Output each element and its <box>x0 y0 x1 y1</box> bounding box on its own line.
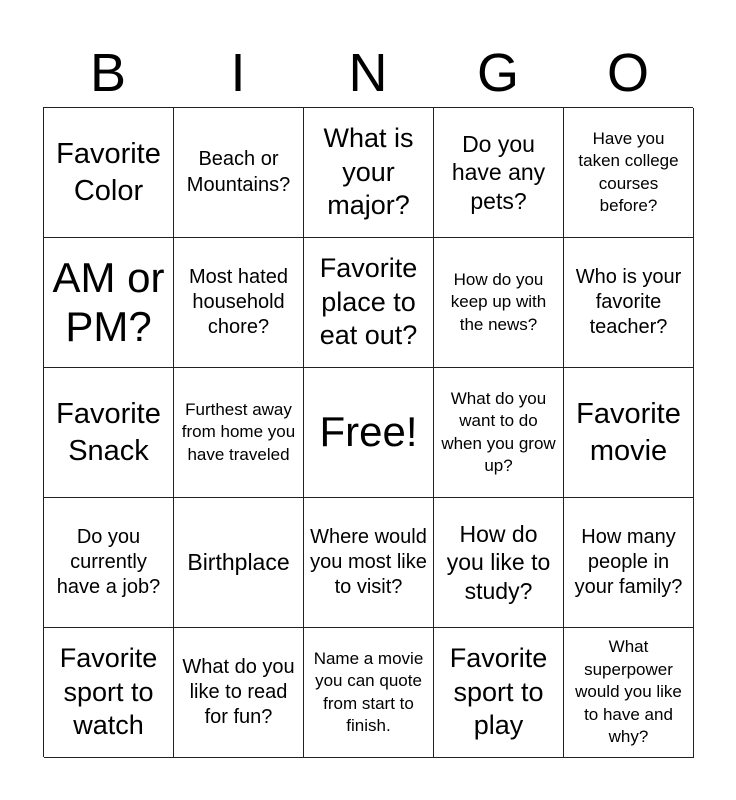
bingo-cell[interactable] <box>434 108 564 238</box>
cell-text: Most hated household chore? <box>189 265 288 339</box>
cell-text: Where would you most like to visit? <box>310 525 427 599</box>
bingo-cell[interactable] <box>564 368 694 498</box>
cell-text: Favorite movie <box>576 397 681 467</box>
header-letter-b: B <box>89 43 127 103</box>
bingo-cell[interactable] <box>174 628 304 758</box>
cell-text: Furthest away from home you have traveled <box>181 399 296 464</box>
cell-text: Do you currently have a job? <box>56 525 161 599</box>
bingo-cell[interactable] <box>44 498 174 628</box>
bingo-cell[interactable] <box>564 238 694 368</box>
bingo-cell[interactable] <box>44 628 174 758</box>
cell-text: Who is your favorite teacher? <box>575 265 682 339</box>
cell-text: AM or PM? <box>52 254 165 350</box>
bingo-cell[interactable] <box>174 238 304 368</box>
free-cell[interactable] <box>304 368 434 498</box>
cell-text: How do you keep up with the news? <box>450 269 547 334</box>
header-letter-g: G <box>476 43 519 103</box>
bingo-cell[interactable] <box>564 628 694 758</box>
bingo-cell[interactable] <box>434 498 564 628</box>
bingo-cell[interactable] <box>304 498 434 628</box>
cell-text: Favorite sport to watch <box>59 642 158 741</box>
bingo-cell[interactable] <box>44 368 174 498</box>
bingo-cell[interactable] <box>564 498 694 628</box>
cell-text: What do you want to do when you grow up? <box>441 388 556 475</box>
bingo-cell[interactable] <box>44 238 174 368</box>
cell-text: Beach or Mountains? <box>186 148 291 196</box>
cell-text: Favorite place to eat out? <box>319 252 418 351</box>
bingo-cell[interactable] <box>434 368 564 498</box>
bingo-cell[interactable] <box>564 108 694 238</box>
bingo-cell[interactable] <box>174 498 304 628</box>
cell-text: How many people in your family? <box>574 525 683 599</box>
header-letter-o: O <box>606 43 649 103</box>
cell-text: Have you taken college courses before? <box>578 128 679 215</box>
header-letter-i: I <box>230 43 246 103</box>
cell-text: Birthplace <box>187 549 290 576</box>
bingo-cell[interactable] <box>174 108 304 238</box>
bingo-cell[interactable] <box>44 108 174 238</box>
cell-text: What is your major? <box>323 122 414 221</box>
cell-text: What do you like to read for fun? <box>182 655 295 729</box>
bingo-cell[interactable] <box>434 238 564 368</box>
cell-text: Name a movie you can quote from start to finish. <box>313 648 424 735</box>
cell-text: How do you like to study? <box>446 521 551 604</box>
cell-text: Favorite sport to play <box>449 642 548 741</box>
bingo-header <box>43 40 693 106</box>
cell-text: Favorite Snack <box>56 397 161 467</box>
bingo-grid <box>43 107 693 757</box>
cell-text: Free! <box>319 408 418 456</box>
bingo-cell[interactable] <box>304 108 434 238</box>
bingo-cell[interactable] <box>174 368 304 498</box>
bingo-cell[interactable] <box>304 238 434 368</box>
header-letter-n: N <box>348 43 388 103</box>
bingo-cell[interactable] <box>304 628 434 758</box>
cell-text: Do you have any pets? <box>451 131 546 214</box>
bingo-cell[interactable] <box>434 628 564 758</box>
cell-text: What superpower would you like to have and why? <box>575 637 682 747</box>
cell-text: Favorite Color <box>56 137 161 207</box>
